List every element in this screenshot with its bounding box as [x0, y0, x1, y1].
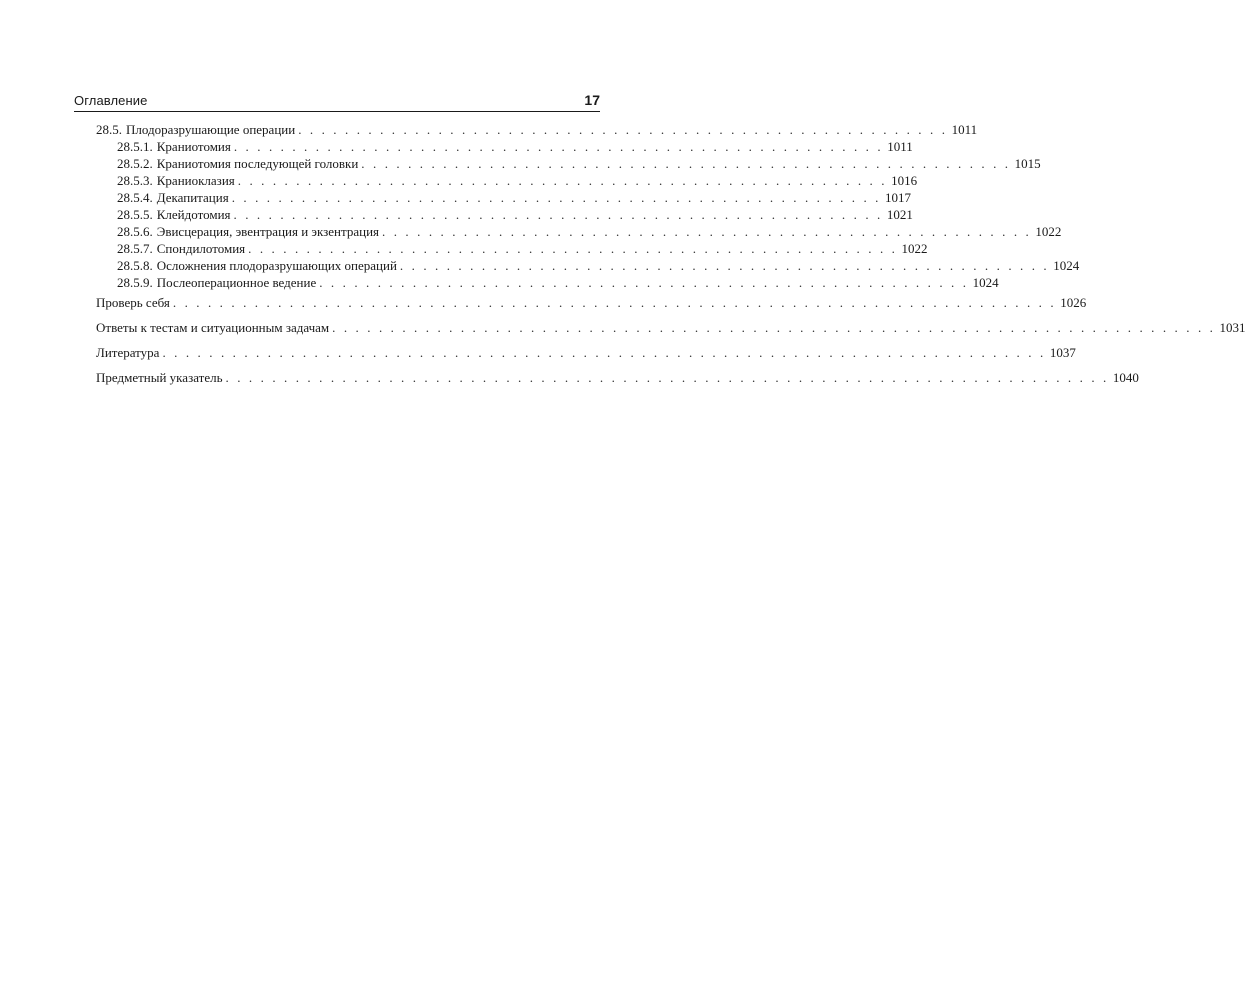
toc-entry-title: Литература [96, 345, 160, 360]
toc-entry-title: Плодоразрушающие операции [126, 122, 296, 137]
toc-entry-page: 1017 [885, 190, 912, 205]
toc-entry-title: Краниотомия [156, 139, 231, 154]
toc-entry [117, 258, 1080, 274]
toc-entry [117, 156, 1041, 172]
dot-leader: . . . . . . . . . . . . . . . . . . . . . . . . . . . . . . . . . . . . . . . . . . . . . . . . . . . . . . . . [233, 207, 883, 222]
toc-entry [96, 320, 1246, 336]
toc-entry [117, 275, 999, 291]
toc-entry [96, 295, 1087, 311]
toc-entry-title: Ответы к тестам и ситуационным задачам [96, 320, 330, 335]
dot-leader: . . . . . . . . . . . . . . . . . . . . . . . . . . . . . . . . . . . . . . . . . . . . . . . . . . . . . . . . [237, 173, 888, 188]
toc-entry-number: 28.5.4. [117, 190, 153, 205]
dot-leader: . . . . . . . . . . . . . . . . . . . . . . . . . . . . . . . . . . . . . . . . . . . . . . . . . . . . . . . . [382, 224, 1032, 239]
dot-leader: . . . . . . . . . . . . . . . . . . . . . . . . . . . . . . . . . . . . . . . . . . . . . . . . . . . . . . . . [399, 258, 1050, 273]
toc-entry-title: Краниотомия последующей головки [156, 156, 359, 171]
toc-entry-page: 1022 [901, 241, 928, 256]
toc-entry-number: 28.5.1. [117, 139, 153, 154]
toc-entry-page: 1024 [1053, 258, 1080, 273]
toc-entry [117, 139, 913, 155]
toc-entry-number: 28.5.5. [117, 207, 153, 222]
toc-entry-page: 1021 [886, 207, 913, 222]
toc-entry-page: 1024 [972, 275, 999, 290]
toc-entry-title: Краниоклазия [156, 173, 235, 188]
toc-entry-page: 1040 [1112, 370, 1139, 385]
dot-leader: . . . . . . . . . . . . . . . . . . . . . . . . . . . . . . . . . . . . . . . . . . . . . . . . . . . . . . . . . . . . . . . . . . . . . . . . . . . . [172, 295, 1057, 310]
dot-leader: . . . . . . . . . . . . . . . . . . . . . . . . . . . . . . . . . . . . . . . . . . . . . . . . . . . . . . . . [319, 275, 969, 290]
toc-entry-title: Клейдотомия [156, 207, 231, 222]
toc-entry-title: Эвисцерация, эвентрация и экзентрация [156, 224, 380, 239]
toc-entry-number: 28.5.9. [117, 275, 153, 290]
toc-entry-title: Проверь себя [96, 295, 170, 310]
running-head [74, 91, 600, 112]
toc-entry-page: 1015 [1014, 156, 1041, 171]
toc-entry-title: Спондилотомия [156, 241, 246, 256]
toc-entry-page: 1037 [1049, 345, 1076, 360]
dot-leader: . . . . . . . . . . . . . . . . . . . . . . . . . . . . . . . . . . . . . . . . . . . . . . . . . . . . . . . . [298, 122, 948, 137]
running-head-title: Оглавление [74, 93, 148, 108]
dot-leader: . . . . . . . . . . . . . . . . . . . . . . . . . . . . . . . . . . . . . . . . . . . . . . . . . . . . . . . . [233, 139, 884, 154]
dot-leader: . . . . . . . . . . . . . . . . . . . . . . . . . . . . . . . . . . . . . . . . . . . . . . . . . . . . . . . . [248, 241, 898, 256]
toc-entry-page: 1016 [891, 173, 918, 188]
toc-entry-number: 28.5.7. [117, 241, 153, 256]
toc-entry-title: Декапитация [156, 190, 229, 205]
toc-entry-page: 1011 [887, 139, 913, 154]
page-number: 17 [584, 92, 600, 108]
dot-leader: . . . . . . . . . . . . . . . . . . . . . . . . . . . . . . . . . . . . . . . . . . . . . . . . . . . . . . . . . . . . . . . . . . . . . . . . . . . . [225, 370, 1109, 385]
toc-entry [117, 241, 928, 257]
toc-entry [96, 370, 1139, 386]
toc-entry [117, 224, 1062, 240]
toc-entry [117, 173, 918, 189]
toc-entry-page: 1011 [951, 122, 978, 137]
toc-entry [117, 190, 912, 206]
toc-entry-title: Предметный указатель [96, 370, 223, 385]
dot-leader: . . . . . . . . . . . . . . . . . . . . . . . . . . . . . . . . . . . . . . . . . . . . . . . . . . . . . . . . [361, 156, 1011, 171]
dot-leader: . . . . . . . . . . . . . . . . . . . . . . . . . . . . . . . . . . . . . . . . . . . . . . . . . . . . . . . . . . . . . . . . . . . . . . . . . . . . [332, 320, 1216, 335]
toc-entry-number: 28.5.2. [117, 156, 153, 171]
dot-leader: . . . . . . . . . . . . . . . . . . . . . . . . . . . . . . . . . . . . . . . . . . . . . . . . . . . . . . . . . . . . . . . . . . . . . . . . . . . . [162, 345, 1046, 360]
toc-entry-number: 28.5.8. [117, 258, 153, 273]
toc-entry-page: 1026 [1060, 295, 1087, 310]
toc-entry-title: Послеоперационное ведение [156, 275, 317, 290]
toc-entry-number: 28.5.6. [117, 224, 153, 239]
toc-entry-number: 28.5.3. [117, 173, 153, 188]
toc-entry-title: Осложнения плодоразрушающих операций [156, 258, 397, 273]
toc-entry [96, 122, 978, 138]
dot-leader: . . . . . . . . . . . . . . . . . . . . . . . . . . . . . . . . . . . . . . . . . . . . . . . . . . . . . . . . [231, 190, 882, 205]
toc-entry [117, 207, 913, 223]
toc-entry [96, 345, 1076, 361]
toc-entry-page: 1031 [1219, 320, 1246, 335]
toc-entry-page: 1022 [1035, 224, 1062, 239]
toc-entry-number: 28.5. [96, 122, 122, 137]
